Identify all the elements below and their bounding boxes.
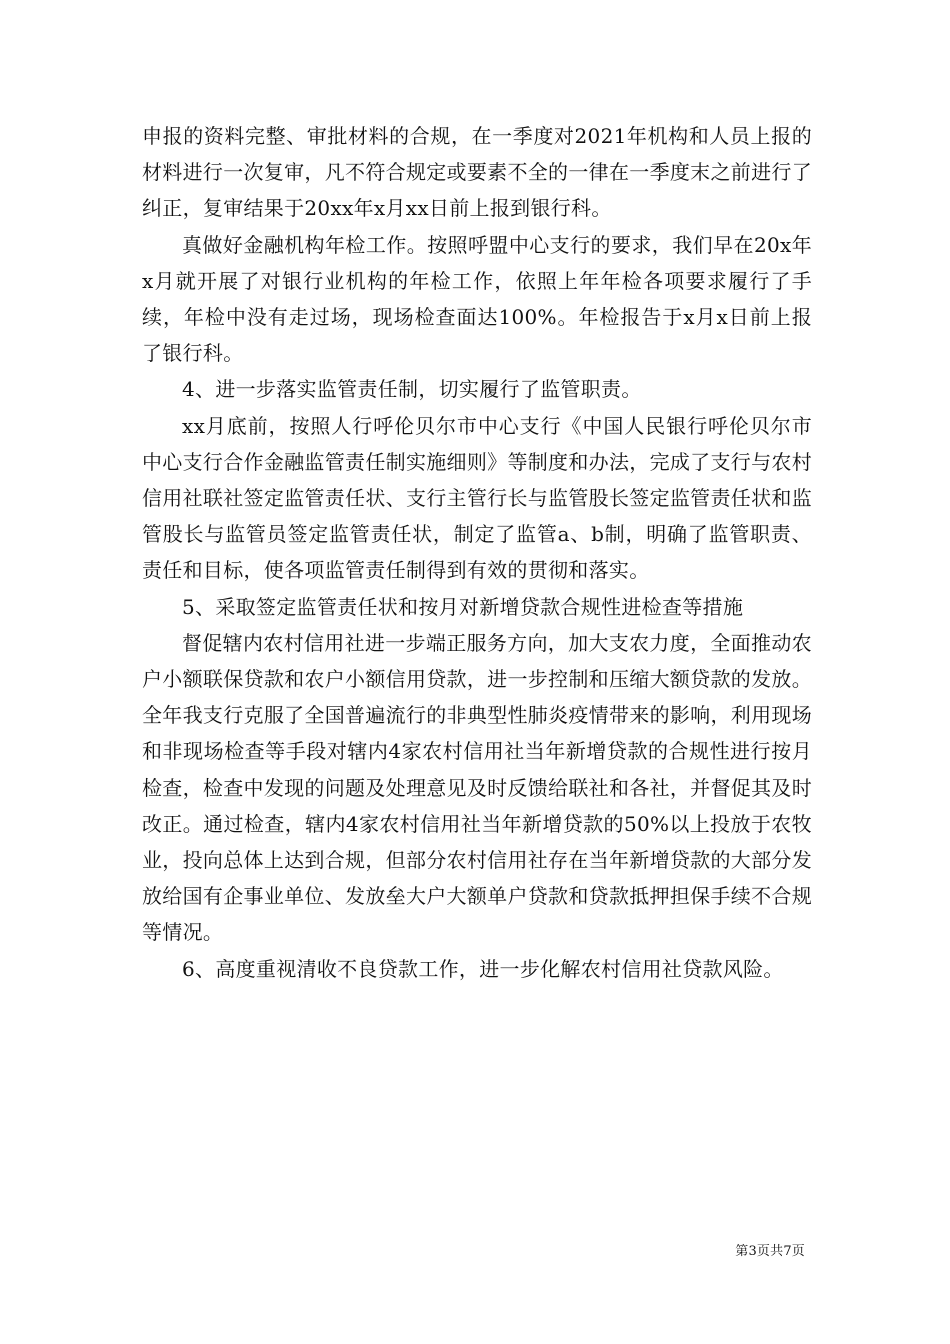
paragraph-loan-compliance: 督促辖内农村信用社进一步端正服务方向，加大支农力度，全面推动农户小额联保贷款和农户小额信用贷款，进一步控制和压缩大额贷款的发放。全年我支行克服了全国普遍流行的非典型性肺炎疫情带来的影响，利用现场和非现场检查等手段对辖内4家农村信用社当年新增贷款的合规性进行按月检查，检查中发现的问题及处理意见及时反馈给联社和各社，并督促其及时改正。通过检查，辖内4家农村信用社当年新增贷款的50%以上投放于农牧业，投向总体上达到合规，但部分农村信用社存在当年新增贷款的大部分发放给国有企事业单位、发放垒大户大额单户贷款和贷款抵押担保手续不合规等情况。 [142,630,812,945]
paragraph-responsibility: xx月底前，按照人行呼伦贝尔市中心支行《中国人民银行呼伦贝尔市中心支行合作金融监管责任制实施细则》等制度和办法，完成了支行与农村信用社联社签定监管责任状、支行主管行长与监管股长签定监管责任状和监管股长与监管员签定监管责任状，制定了监管a、b制，明确了监管职责、责任和目标，使各项监管责任制得到有效的贯彻和落实。 [142,413,812,583]
paragraph-annual-inspection: 真做好金融机构年检工作。按照呼盟中心支行的要求，我们早在20x年x月就开展了对银行业机构的年检工作，依照上年年检各项要求履行了手续，年检中没有走过场，现场检查面达100%。年检报告于x月x日前上报了银行科。 [142,232,812,366]
paragraph-review: 申报的资料完整、审批材料的合规，在一季度对2021年机构和人员上报的材料进行一次复审，凡不符合规定或要素不全的一律在一季度末之前进行了纠正，复审结果于20xx年x月xx日前上报到银行科。 [142,124,812,221]
heading-item-4: 4、进一步落实监管责任制，切实履行了监管职责。 [182,377,642,402]
page-number-footer: 第3页共7页 [735,1244,805,1259]
document-body [142,118,812,987]
heading-item-5: 5、采取签定监管责任状和按月对新增贷款合规性进检查等措施 [182,594,744,619]
heading-item-6: 6、高度重视清收不良贷款工作，进一步化解农村信用社贷款风险。 [182,956,784,981]
